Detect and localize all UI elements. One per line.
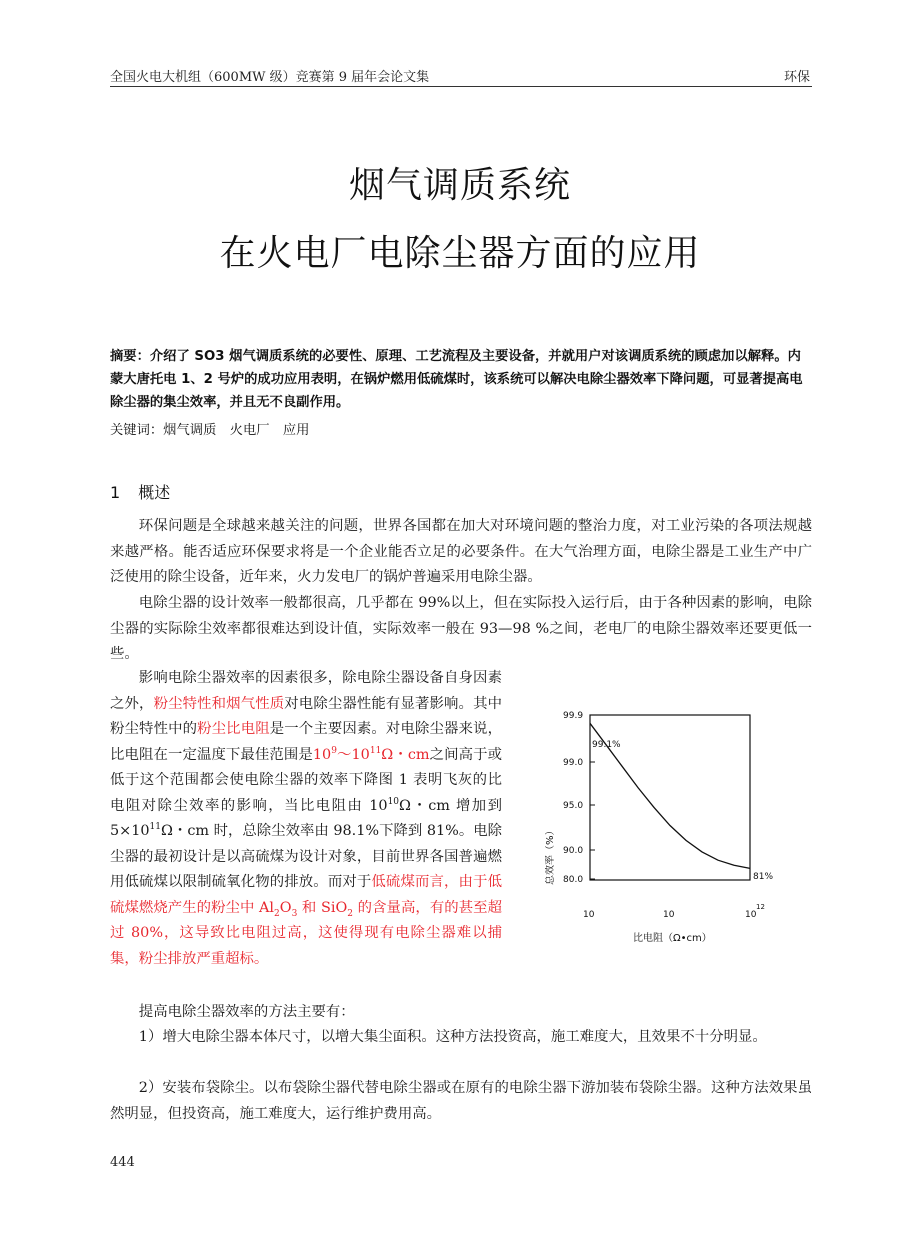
p3-highlight-dust-properties: 粉尘特性和烟气性质 (153, 695, 285, 712)
paragraph-6: 2）安装布袋除尘。以布袋除尘器代替电除尘器或在原有的电除尘器下游加装布袋除尘器。这种方法效果虽然明显，但投资高，施工难度大，运行维护费用高。 (110, 1080, 812, 1122)
running-header (110, 64, 812, 87)
page-number: 444 (110, 1155, 135, 1170)
x-tick-label: 10 (745, 910, 757, 920)
title-line-1: 烟气调质系统 (348, 165, 571, 206)
abstract: 摘要：介绍了 SO3 烟气调质系统的必要性、原理、工艺流程及主要设备，并就用户对该调质系统的顾虑加以解释。内蒙大唐托电 1、2 号炉的成功应用表明，在锅炉燃用低硫煤时，该系统可以解决电除尘器效率下降问题，可显著提高电除尘器的集尘效率，并且无不良副作用。 (110, 349, 803, 410)
paragraph-3: 影响电除尘器效率的因素很多，除电除尘器设备自身因素之外，粉尘特性和烟气性质对电除尘器性能有显著影响。其中粉尘特性中的粉尘比电阻是一个主要因素。对电除尘器来说，比电阻在一定温度下最佳范围是$10^9\sim 10^{11}\Omega$・cm之间高于或低于这个范围都会使电除尘器的效率下降图 1 表明飞灰的比电阻对除尘效率的影响，当比电阻由 $10^{10}\Omega$・cm 增加到 $5\times 10^{11}\Omega$・cm 时，总除尘效率由 98.1%下降到 81%。电除尘器的最初设计是以高硫煤为设计对象，目前世界各国普遍燃用低硫煤以限制硫氧化物的排放。而对于低硫煤而言，由于低硫煤燃烧产生的粉尘中 $Al_2O_3$ 和 SiO$_2$ 的含量高，有的甚至超过 80%，这导致比电阻过高，这使得现有电除尘器难以捕集，粉尘排放严重超标。 (110, 670, 502, 967)
y-axis-label: 总效率（%） (545, 825, 556, 885)
p3-highlight-resistivity: 粉尘比电阻 (197, 721, 270, 737)
paragraph-1: 环保问题是全球越来越关注的问题，世界各国都在加大对环境问题的整治力度，对工业污染的各项法规越来越严格。能否适应环保要求将是一个企业能否立足的必要条件。在大气治理方面，电除尘器是工业生产中广泛使用的除尘设备，近年来，火力发电厂的锅炉普遍采用电除尘器。 (110, 518, 812, 585)
x-tick-label: 10 (583, 910, 595, 920)
header-category: 环保 (783, 70, 810, 85)
p3-text-e: 是一个主要因素。对电除尘器来说，比电阻在一定温度下最佳范围是 (110, 721, 502, 763)
x-tick-label: 10 (663, 910, 675, 920)
keywords: 关键词：烟气调质 火电厂 应用 (110, 423, 310, 438)
annotation-low: 81% (753, 872, 774, 882)
section-title: 概述 (138, 483, 171, 502)
p3-text-a: 影响电除尘器效率的因素很多，除电除尘器设备自身因素之外， (110, 670, 502, 712)
p3-highlight-range: $10^9\sim 10^{11}\Omega$・cm (312, 745, 430, 763)
annotation-high: 99.1% (592, 740, 621, 750)
x-ticks (583, 903, 765, 920)
header-journal: 全国火电大机组（600MW 级）竞赛第 9 届年会论文集 (110, 70, 430, 85)
paragraph-4: 提高电除尘器效率的方法主要有： (138, 1004, 355, 1020)
p3-text-i: Ω・cm 时，总除尘效率由 98.1%下降到 81%。电除尘器的最初设计是以高硫煤为设计对象，目前世界各国普遍燃用低硫煤以限制硫氧化物的排放。而对于 (110, 823, 502, 890)
paragraph-5: 1）增大电除尘器本体尺寸，以增大集尘面积。这种方法投资高，施工难度大，且效果不十分明显。 (138, 1029, 767, 1045)
paragraph-2: 电除尘器的设计效率一般都很高，几乎都在 99%以上，但在实际投入运行后，由于各种因素的影响，电除尘器的实际除尘效率都很难达到设计值，实际效率一般在 93—98 %之间，老电厂的电除尘器效率还要更低一些。 (110, 595, 812, 662)
p3-text-c: 对电除尘器性能有显著影响。其中粉尘特性中的 (110, 695, 502, 737)
y-tick-label: 99.0 (563, 758, 584, 768)
p3-text-h: Ω・cm 增加到 5×10 (110, 797, 502, 839)
y-tick-label: 95.0 (563, 801, 584, 811)
p3-text-g: 之间高于或低于这个范围都会使电除尘器的效率下降图 1 表明飞灰的比电阻对除尘效率的影响，当比电阻由 10 (110, 746, 502, 814)
y-tick-label: 90.0 (563, 846, 584, 856)
y-tick-label: 80.0 (563, 875, 584, 885)
x-tick-exponent: 12 (756, 903, 765, 911)
resistivity-efficiency-chart (545, 695, 785, 955)
title-line-2: 在火电厂电除尘器方面的应用 (219, 233, 701, 274)
y-tick-label: 99.9 (563, 711, 584, 721)
section-number: 1 (110, 483, 121, 502)
p3-highlight-low-sulfur: 低硫煤而言，由于低硫煤燃烧产生的粉尘中 $Al_2O_3$ 和 SiO$_2$ 的含量高，有的甚至超过 80%，这导致比电阻过高，这使得现有电除尘器难以捕集，粉尘排放严重超标。 (110, 874, 502, 967)
x-axis-label: 比电阻（Ω•cm） (633, 933, 712, 944)
section-heading (110, 480, 170, 503)
